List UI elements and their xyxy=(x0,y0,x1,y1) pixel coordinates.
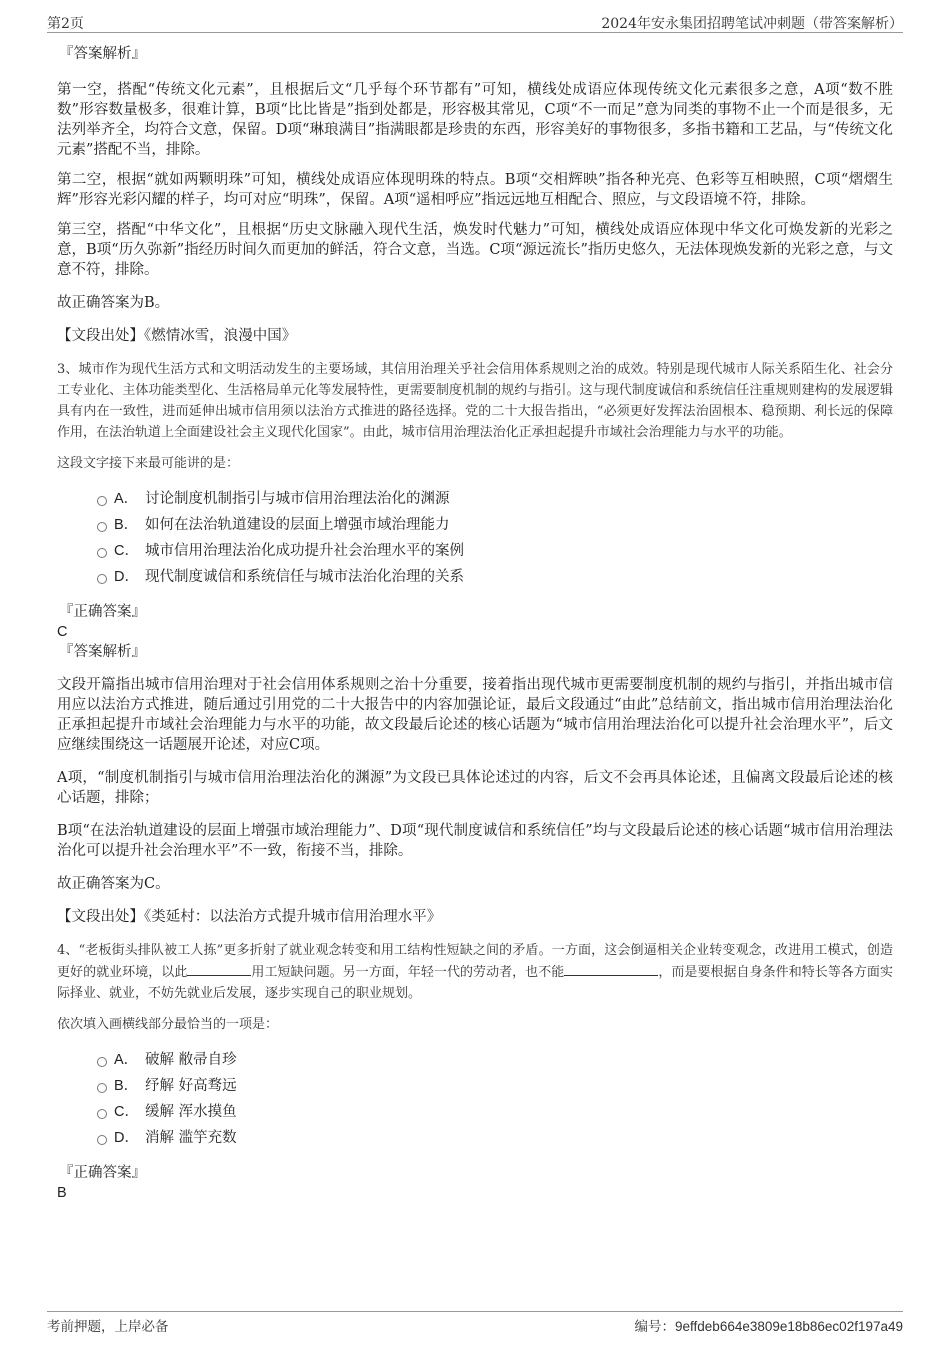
question-prompt: 这段文字接下来最可能讲的是： xyxy=(57,456,240,471)
page-footer xyxy=(47,1311,903,1334)
fill-blank-2 xyxy=(564,961,658,976)
option-c[interactable]: C． 缓解 浑水摸鱼 xyxy=(57,1099,893,1125)
radio-icon[interactable] xyxy=(97,574,107,584)
option-a[interactable]: A． 讨论制度机制指引与城市信用治理法治化的渊源 xyxy=(57,486,893,512)
answer-label: 『正确答案』 xyxy=(59,1165,146,1181)
option-c[interactable]: C． 城市信用治理法治化成功提升社会治理水平的案例 xyxy=(57,538,893,564)
analysis-paragraph: 第二空，根据“就如两颗明珠”可知，横线处成语应体现明珠的特点。B项“交相辉映”指各种光亮、色彩等互相映照，C项“熠熠生辉”形容光彩闪耀的样子，均可对应“明珠”，保留。A项“遥相呼应”指远远地互相配合、照应，与文段语境不符，排除。 xyxy=(57,172,893,208)
conclusion: 故正确答案为B。 xyxy=(57,295,170,311)
source: 【文段出处】《燃情冰雪，浪漫中国》 xyxy=(57,328,297,344)
page-number: 第2页 xyxy=(47,16,84,32)
analysis-label: 『答案解析』 xyxy=(59,46,146,62)
option-b[interactable]: B． 如何在法治轨道建设的层面上增强市域治理能力 xyxy=(57,512,893,538)
analysis-paragraph: 文段开篇指出城市信用治理对于社会信用体系规则之治十分重要，接着指出现代城市更需要制度机制的规约与指引，并指出城市信用应以法治方式推进，随后通过引用党的二十大报告中的内容加强论证，最后文段通过“由此”总结前文，指出城市信用治理法治化正承担起提升市域社会治理能力与水平的功能，故文段最后论述的核心话题为“城市信用治理法治化可以提升社会治理水平”，后文应继续围绕这一话题展开论述，对应C项。 xyxy=(57,677,893,753)
analysis-paragraph: 第一空，搭配“传统文化元素”，且根据后文“几乎每个环节都有”可知，横线处成语应体现传统文化元素很多之意，A项“数不胜数”形容数量极多，很难计算，B项“比比皆是”指到处都是，形容极其常见，C项“不一而足”意为同类的事物不止一个而是很多，无法列举齐全，均符合文意，保留。D项“琳琅满目”指满眼都是珍贵的东西，形容美好的事物很多，多指书籍和工艺品，与“传统文化元素”搭配不当，排除。 xyxy=(57,82,893,158)
option-b[interactable]: B． 纾解 好高骛远 xyxy=(57,1073,893,1099)
question-prompt: 依次填入画横线部分最恰当的一项是： xyxy=(57,1017,279,1032)
page-header xyxy=(47,10,903,33)
question-stem: 3、城市作为现代生活方式和文明活动发生的主要场域，其信用治理关乎社会信用体系规则之治的成效。特别是现代城市人际关系陌生化、社会分工专业化、主体功能类型化、生活格局单元化等发展特性，更需要制度机制的规约与指引。这与现代制度诚信和系统信任注重规则建构的发展逻辑具有内在一致性，进而延伸出城市信用须以法治方式推进的路径选择。党的二十大报告指出，“必须更好发挥法治固根本、稳预期、利长远的保障作用，在法治轨道上全面建设社会主义现代化国家”。由此，城市信用治理法治化正承担起提升市域社会治理能力与水平的功能。 xyxy=(57,362,893,440)
options-list xyxy=(57,486,893,590)
radio-icon[interactable] xyxy=(97,496,107,506)
radio-icon[interactable] xyxy=(97,522,107,532)
options-list xyxy=(57,1047,893,1151)
option-a[interactable]: A． 破解 敝帚自珍 xyxy=(57,1047,893,1073)
answer-value: B xyxy=(57,1185,67,1201)
analysis-label: 『答案解析』 xyxy=(59,644,146,660)
radio-icon[interactable] xyxy=(97,548,107,558)
option-d[interactable]: D． 现代制度诚信和系统信任与城市法治化治理的关系 xyxy=(57,564,893,590)
radio-icon[interactable] xyxy=(97,1109,107,1119)
option-d[interactable]: D． 消解 滥竽充数 xyxy=(57,1125,893,1151)
fill-blank-1 xyxy=(187,961,251,976)
analysis-paragraph: 第三空，搭配“中华文化”，且根据“历史文脉融入现代生活，焕发时代魅力”可知，横线处成语应体现中华文化可焕发新的光彩之意，B项“历久弥新”指经历时间久而更加的鲜活，符合文意，当选。C项“源远流长”指历史悠久，无法体现焕发新的光彩之意，与文意不符，排除。 xyxy=(57,222,893,278)
answer-value: C xyxy=(57,624,68,640)
footer-slogan: 考前押题，上岸必备 xyxy=(47,1319,169,1335)
document-id: 编号：9effdeb664e3809e18b86ec02f197a49 xyxy=(634,1319,903,1334)
radio-icon[interactable] xyxy=(97,1135,107,1145)
conclusion: 故正确答案为C。 xyxy=(57,876,170,892)
question-stem: 4、“老板街头排队被工人拣”更多折射了就业观念转变和用工结构性短缺之间的矛盾。一方面，这会倒逼相关企业转变观念，改进用工模式，创造更好的就业环境，以此 用工短缺问题。另一方面，年轻一代的劳动者，也不能 ，而是要根据自身条件和特长等各方面实际择业、就业，不妨先就业后发展，逐步实现自己的职业规划。 xyxy=(57,943,893,1001)
analysis-paragraph: B项“在法治轨道建设的层面上增强市域治理能力”、D项“现代制度诚信和系统信任”均与文段最后论述的核心话题“城市信用治理法治化可以提升社会治理水平”不一致，衔接不当，排除。 xyxy=(57,823,893,859)
analysis-paragraph: A项，“制度机制指引与城市信用治理法治化的渊源”为文段已具体论述过的内容，后文不会再具体论述，且偏离文段最后论述的核心话题，排除； xyxy=(57,770,893,806)
answer-label: 『正确答案』 xyxy=(59,604,146,620)
source: 【文段出处】《类延村：以法治方式提升城市信用治理水平》 xyxy=(57,909,442,925)
document-title: 2024年安永集团招聘笔试冲刺题（带答案解析） xyxy=(601,16,903,32)
radio-icon[interactable] xyxy=(97,1083,107,1093)
radio-icon[interactable] xyxy=(97,1057,107,1067)
page-content xyxy=(57,44,893,1203)
